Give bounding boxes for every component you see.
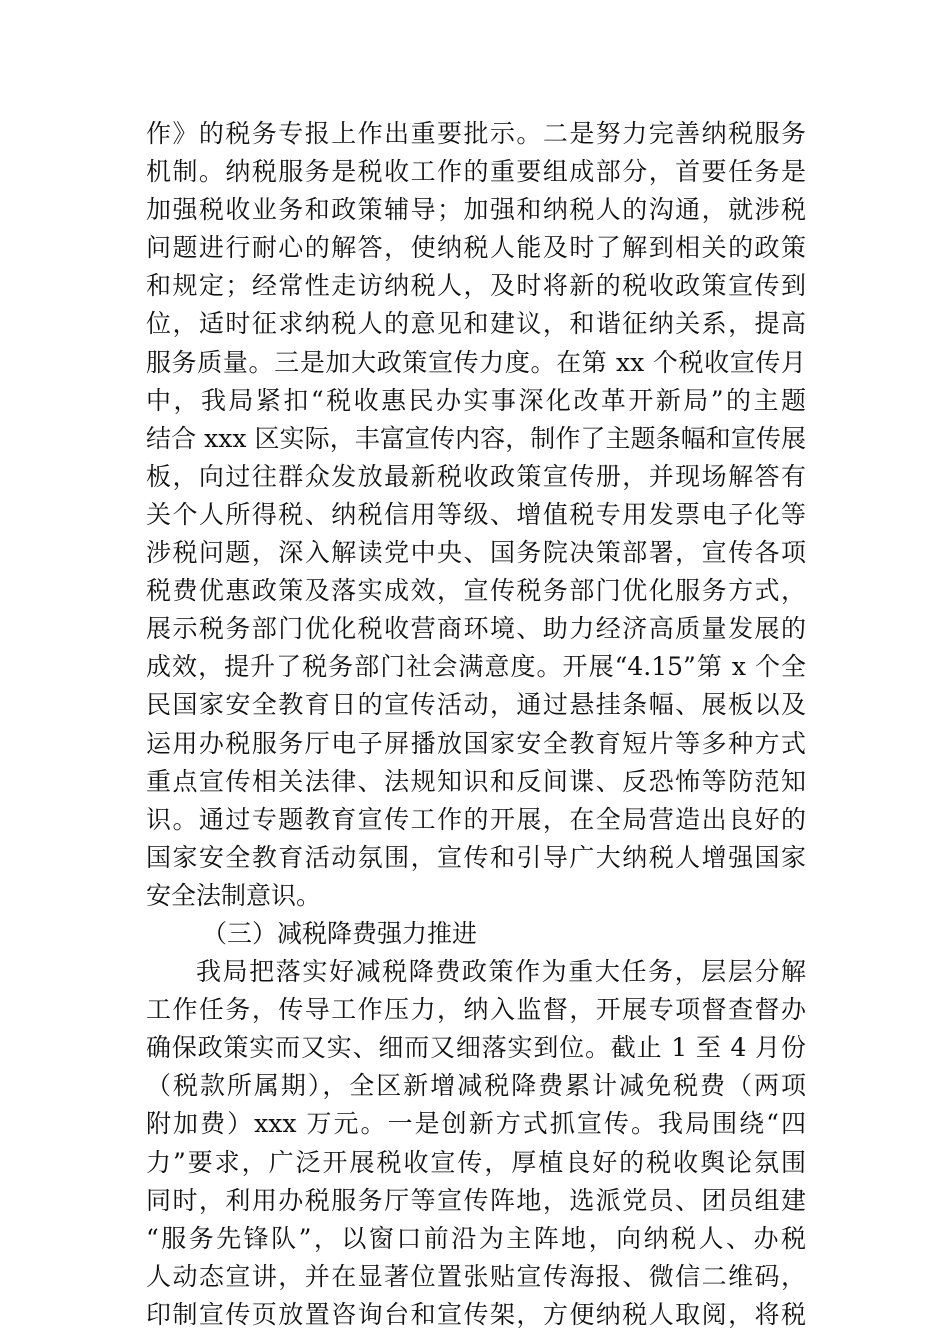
- text-line: 重点宣传相关法律、法规知识和反间谍、反恐怖等防范知: [146, 766, 806, 796]
- text-line: 附加费）xxx 万元。一是创新方式抓宣传。我局围绕“四: [146, 1109, 806, 1139]
- text-line: 安全法制意识。: [146, 880, 322, 910]
- text-line: 展示税务部门优化税收营商环境、助力经济高质量发展的: [146, 614, 806, 644]
- text-line: 国家安全教育活动氛围，宣传和引导广大纳税人增强国家: [146, 842, 806, 872]
- text-line: 力”要求，广泛开展税收宣传，厚植良好的税收舆论氛围: [146, 1147, 806, 1177]
- text-line: 我局把落实好减税降费政策作为重大任务，层层分解: [196, 957, 806, 987]
- text-line: 位，适时征求纳税人的意见和建议，和谐征纳关系，提高: [146, 309, 806, 339]
- text-line: 确保政策实而又实、细而又细落实到位。截止 1 至 4 月份: [146, 1033, 806, 1063]
- text-line: “服务先锋队”，以窗口前沿为主阵地，向纳税人、办税: [146, 1223, 806, 1253]
- text-line: 运用办税服务厅电子屏播放国家安全教育短片等多种方式: [146, 728, 806, 758]
- text-line: 工作任务，传导工作压力，纳入监督，开展专项督查督办: [146, 995, 806, 1025]
- text-line: 民国家安全教育日的宣传活动，通过悬挂条幅、展板以及: [146, 690, 806, 720]
- text-line: （税款所属期），全区新增减税降费累计减免税费（两项: [146, 1071, 806, 1101]
- text-line: 成效，提升了税务部门社会满意度。开展“4.15”第 x 个全: [146, 652, 806, 682]
- text-line: 服务质量。三是加大政策宣传力度。在第 xx 个税收宣传月: [146, 347, 806, 377]
- text-line: 和规定；经常性走访纳税人，及时将新的税收政策宣传到: [146, 271, 806, 301]
- text-line: 板，向过往群众发放最新税收政策宣传册，并现场解答有: [146, 461, 806, 491]
- text-line: 加强税收业务和政策辅导；加强和纳税人的沟通，就涉税: [146, 195, 806, 225]
- text-line: 税费优惠政策及落实成效，宣传税务部门优化服务方式，: [146, 576, 806, 606]
- paragraph: [146, 953, 806, 1334]
- text-line: 人动态宣讲，并在显著位置张贴宣传海报、微信二维码，: [146, 1261, 806, 1291]
- text-line: 同时，利用办税服务厅等宣传阵地，选派党员、团员组建: [146, 1185, 806, 1215]
- text-line: 结合 xxx 区实际，丰富宣传内容，制作了主题条幅和宣传展: [146, 423, 806, 453]
- paragraph-continuation: [146, 115, 806, 915]
- text-line: 印制宣传页放置咨询台和宣传架，方便纳税人取阅，将税: [146, 1299, 806, 1329]
- document-body: [146, 115, 806, 1334]
- section-heading: （三）减税降费强力推进: [202, 918, 478, 948]
- text-line: 涉税问题，深入解读党中央、国务院决策部署，宣传各项: [146, 538, 806, 568]
- text-line: 识。通过专题教育宣传工作的开展，在全局营造出良好的: [146, 804, 806, 834]
- text-line: 作》的税务专报上作出重要批示。二是努力完善纳税服务: [146, 119, 806, 148]
- text-line: 关个人所得税、纳税信用等级、增值税专用发票电子化等: [146, 499, 806, 529]
- text-line: 问题进行耐心的解答，使纳税人能及时了解到相关的政策: [146, 233, 806, 263]
- text-line: 机制。纳税服务是税收工作的重要组成部分，首要任务是: [146, 157, 806, 187]
- text-line: 中，我局紧扣“税收惠民办实事深化改革开新局”的主题: [146, 385, 806, 415]
